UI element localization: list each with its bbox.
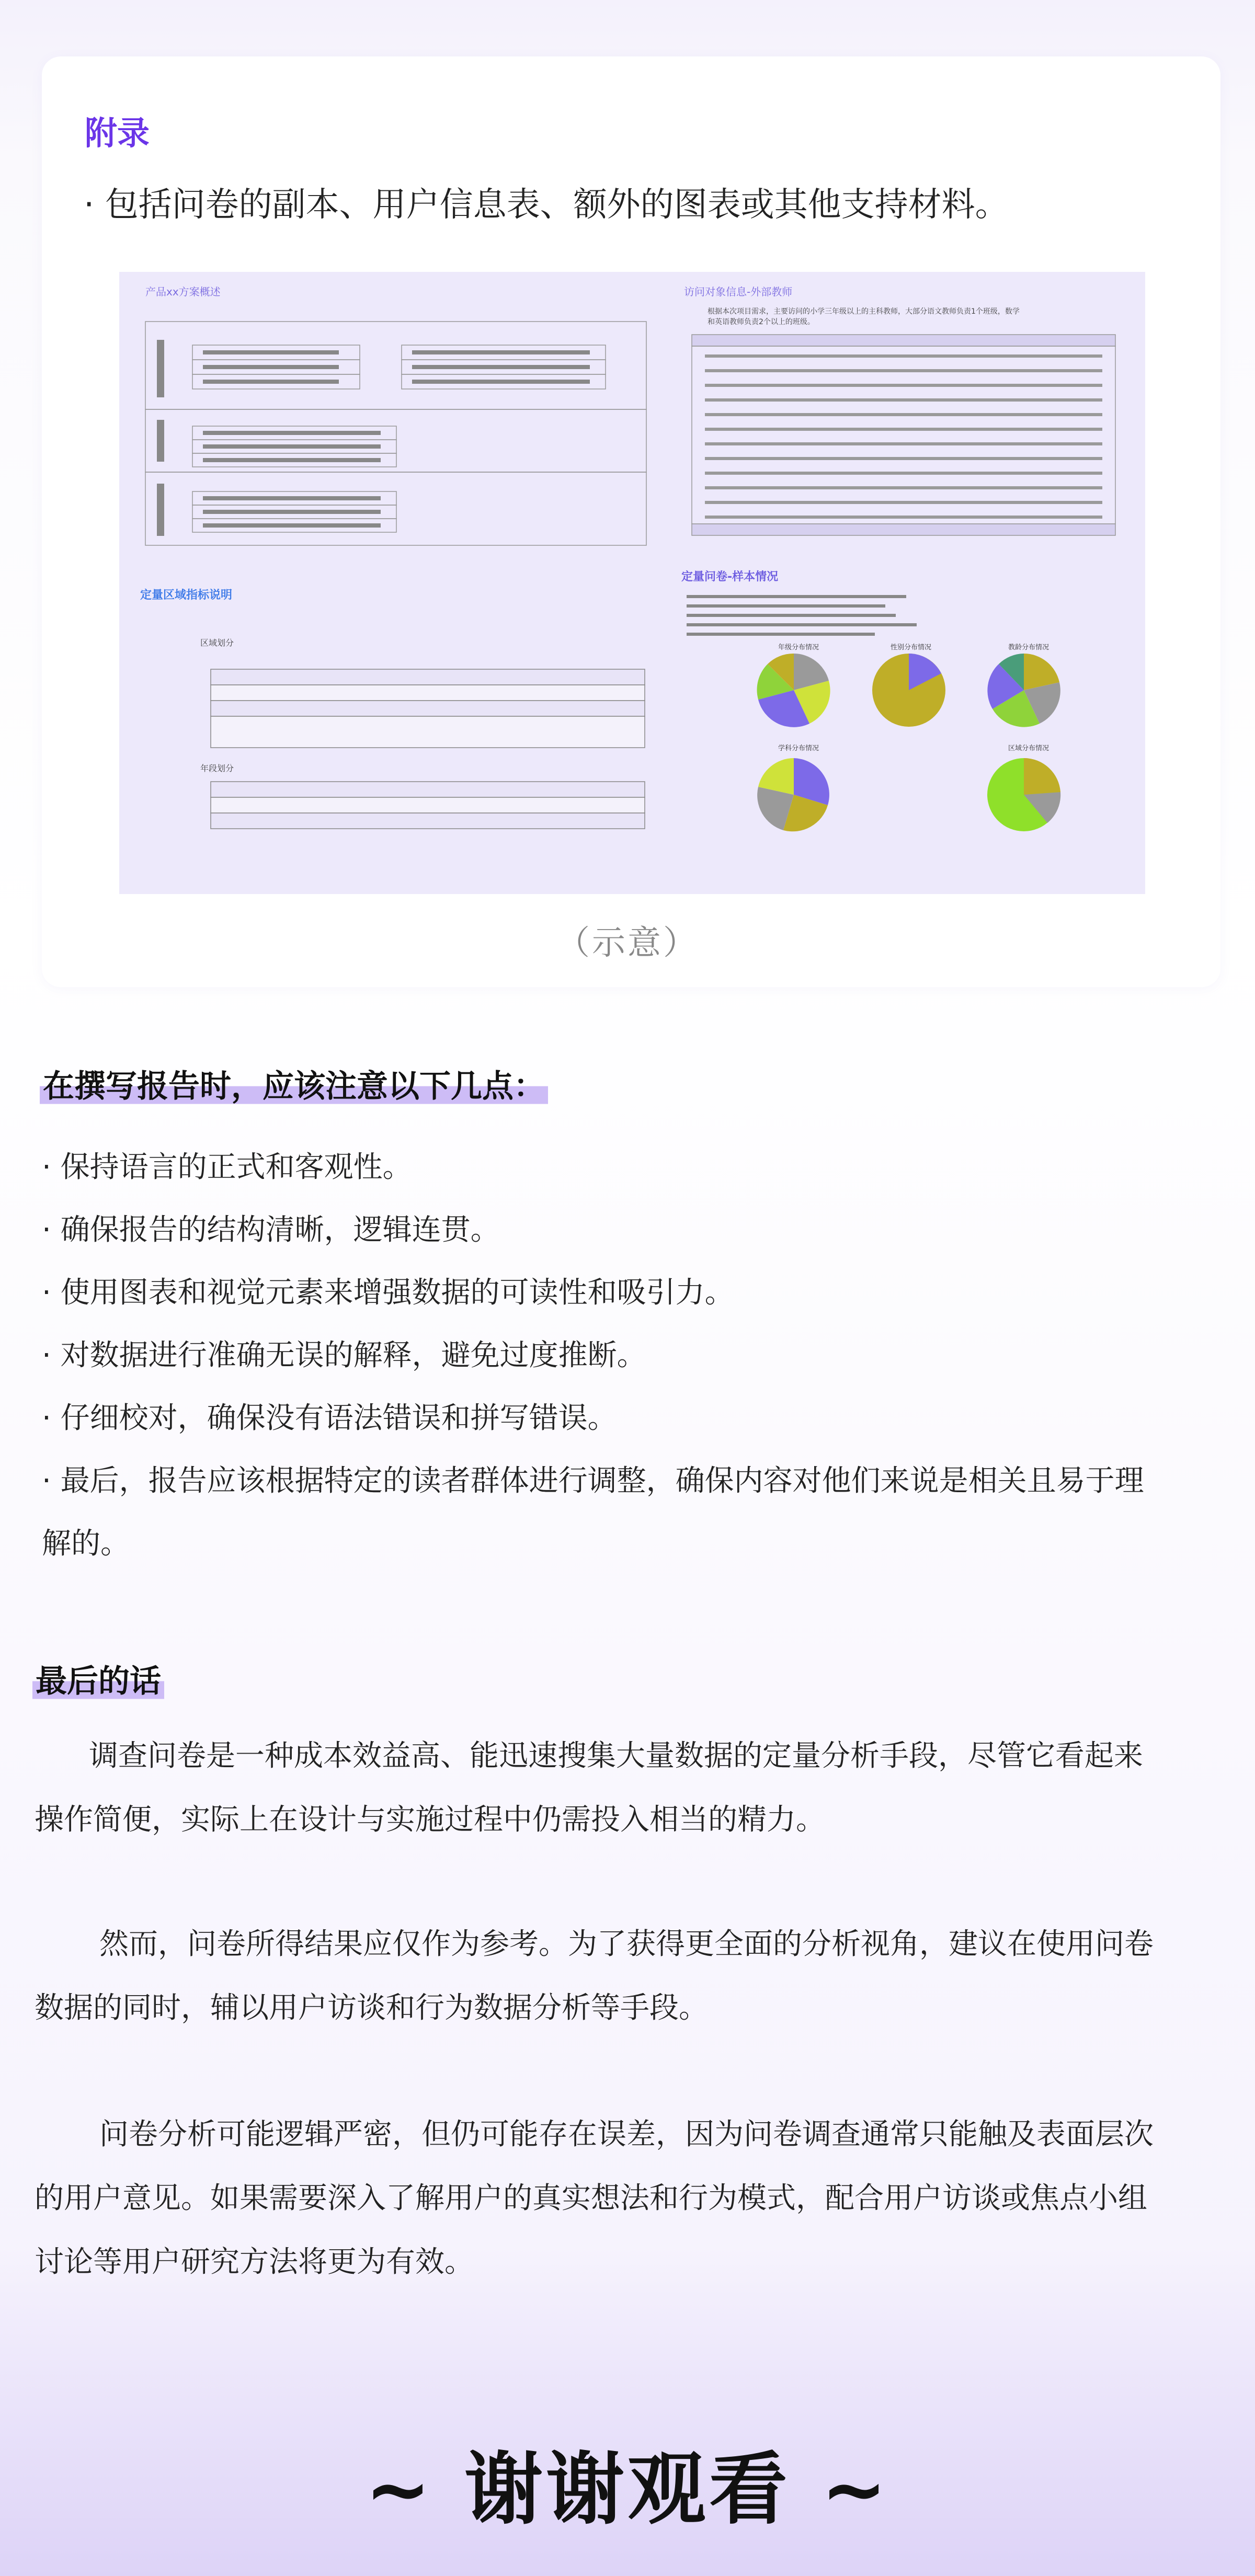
tip-item-continuation: 解的。 <box>42 1527 130 1561</box>
mini-left-lines <box>157 340 590 536</box>
tip-item: · 最后，报告应该根据特定的读者群体进行调整，确保内容对他们来说是相关且易于理 <box>42 1464 1144 1498</box>
tip-item: · 保持语言的正式和客观性。 <box>42 1150 412 1184</box>
appendix-text: · 包括问卷的副本、用户信息表、额外的图表或其他支持材料。 <box>84 186 1009 224</box>
mini-grade-label: 年段划分 <box>200 763 234 773</box>
final-p1-line-1: 调查问卷是一种成本效益高、能迅速搜集大量数据的定量分析手段，尽管它看起来 <box>89 1739 1143 1773</box>
mini-chart-label-region: 区域分布情况 <box>1008 745 1049 752</box>
final-p3-line-3: 讨论等用户研究方法将更为有效。 <box>35 2245 474 2279</box>
mini-indicator-title: 定量区域指标说明 <box>140 589 233 602</box>
tips-title: 在撰写报告时，应该注意以下几点： <box>40 1061 548 1106</box>
final-paragraph-3 <box>35 2103 1222 2294</box>
final-p3-line-1: 问卷分析可能逻辑严密，但仍可能存在误差，因为问卷调查通常只能触及表面层次 <box>99 2117 1154 2151</box>
tip-item: · 使用图表和视觉元素来增强数据的可读性和吸引力。 <box>42 1276 734 1310</box>
mini-region-label: 区域划分 <box>200 638 234 648</box>
mini-chart-label-tenure: 教龄分布情况 <box>1008 644 1049 651</box>
tip-item: · 对数据进行准确无误的解释，避免过度推断。 <box>42 1338 646 1372</box>
tip-item: · 确保报告的结构清晰，逻辑连贯。 <box>42 1213 500 1247</box>
mini-pie-gender <box>872 654 945 727</box>
final-p2-line-2: 数据的同时，辅以用户访谈和行为数据分析等手段。 <box>35 1991 708 2025</box>
mini-sample-title: 定量问卷-样本情况 <box>681 570 779 583</box>
slide-thumbnail <box>119 272 1145 894</box>
mini-chart-label-subject: 学科分布情况 <box>778 745 819 752</box>
mini-pie-region <box>987 758 1060 831</box>
mini-region-table <box>211 669 645 748</box>
figure-caption: （示意） <box>556 924 699 963</box>
mini-right-note-2: 和英语教师负责2个以上的班级。 <box>708 318 815 326</box>
mini-right-title: 访问对象信息-外部教师 <box>684 285 793 298</box>
mini-pie-tenure <box>987 654 1060 727</box>
mini-left-title: 产品xx方案概述 <box>145 285 221 298</box>
mini-pie-grade <box>757 654 830 727</box>
mini-sample-notes <box>687 595 917 636</box>
final-paragraph-2 <box>35 1913 1222 2040</box>
mini-right-note-1: 根据本次项目需求，主要访问的小学三年级以上的主科教师，大部分语文教师负责1个班级，数学 <box>708 307 1020 316</box>
final-p2-line-1: 然而，问卷所得结果应仅作为参考。为了获得更全面的分析视角，建议在使用问卷 <box>99 1927 1154 1961</box>
final-p3-line-2: 的用户意见。如果需要深入了解用户的真实想法和行为模式，配合用户访谈或焦点小组 <box>35 2181 1147 2215</box>
mini-pie-subject <box>757 758 829 831</box>
final-paragraph-1 <box>35 1724 1222 1852</box>
mini-chart-label-grade: 年级分布情况 <box>778 644 819 651</box>
mini-grade-table <box>211 782 645 829</box>
tip-item: · 仔细校对，确保没有语法错误和拼写错误。 <box>42 1401 617 1435</box>
mini-chart-label-gender: 性别分布情况 <box>891 644 932 651</box>
appendix-title: 附录 <box>85 114 150 152</box>
appendix-figure <box>119 272 1145 894</box>
thanks-text: ~ 谢谢观看 ~ <box>365 2444 890 2535</box>
final-title: 最后的话 <box>32 1656 164 1701</box>
final-p1-line-2: 操作简便，实际上在设计与实施过程中仍需投入相当的精力。 <box>35 1803 825 1837</box>
mini-right-table <box>692 335 1115 535</box>
